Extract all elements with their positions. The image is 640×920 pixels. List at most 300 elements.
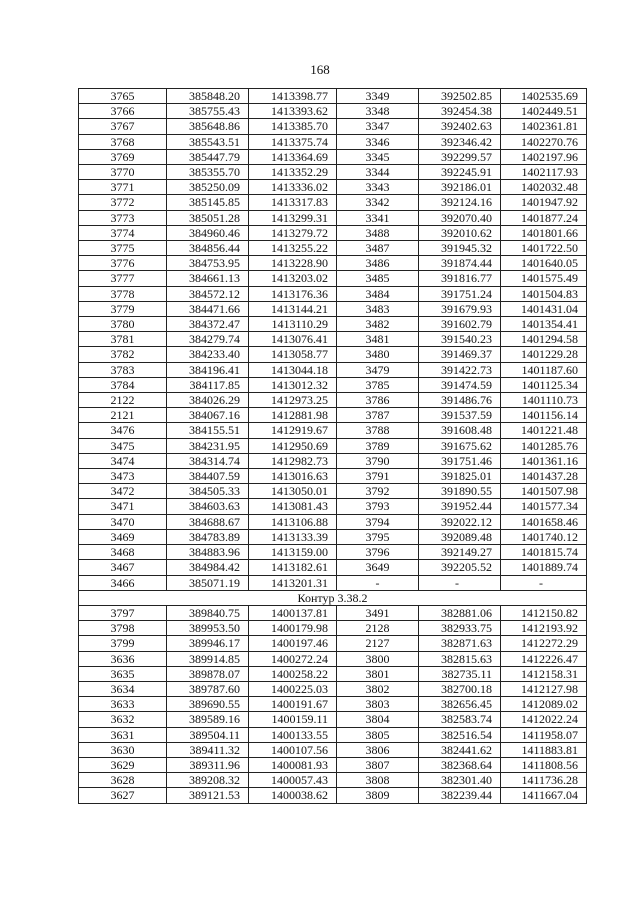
- point-number-left: 3775: [79, 241, 167, 256]
- x-coord-right: 392205.52: [419, 560, 501, 575]
- x-coord-left: 385648.86: [167, 119, 249, 134]
- y-coord-right: 1401110.73: [501, 393, 587, 408]
- x-coord-right: 382239.44: [419, 788, 501, 803]
- point-number-right: 3484: [337, 286, 419, 301]
- point-number-left: 3774: [79, 225, 167, 240]
- y-coord-left: 1400197.46: [249, 636, 337, 651]
- point-number-left: 3765: [79, 89, 167, 104]
- y-coord-left: 1400133.55: [249, 727, 337, 742]
- x-coord-left: 384661.13: [167, 271, 249, 286]
- point-number-right: 3801: [337, 666, 419, 681]
- point-number-left: 3797: [79, 605, 167, 620]
- point-number-right: 3791: [337, 469, 419, 484]
- table-row: [79, 165, 587, 180]
- table-row: [79, 119, 587, 134]
- x-coord-right: 392245.91: [419, 165, 501, 180]
- point-number-left: 3766: [79, 104, 167, 119]
- y-coord-right: 1412150.82: [501, 605, 587, 620]
- x-coord-left: 384026.29: [167, 393, 249, 408]
- table-row: [79, 89, 587, 104]
- y-coord-right: 1412127.98: [501, 681, 587, 696]
- y-coord-left: 1413336.02: [249, 180, 337, 195]
- point-number-right: 3808: [337, 773, 419, 788]
- x-coord-left: 385145.85: [167, 195, 249, 210]
- y-coord-right: 1401658.46: [501, 514, 587, 529]
- point-number-right: 3806: [337, 742, 419, 757]
- point-number-left: 3799: [79, 636, 167, 651]
- point-number-left: 3781: [79, 332, 167, 347]
- point-number-right: 3482: [337, 317, 419, 332]
- y-coord-right: 1401801.66: [501, 225, 587, 240]
- x-coord-left: 385755.43: [167, 104, 249, 119]
- y-coord-left: 1413385.70: [249, 119, 337, 134]
- x-coord-right: 392070.40: [419, 210, 501, 225]
- point-number-right: 3804: [337, 712, 419, 727]
- point-number-left: 3470: [79, 514, 167, 529]
- x-coord-left: 384372.47: [167, 317, 249, 332]
- point-number-left: 3767: [79, 119, 167, 134]
- point-number-right: 3796: [337, 545, 419, 560]
- point-number-left: 3798: [79, 621, 167, 636]
- table-row: [79, 195, 587, 210]
- x-coord-right: 382583.74: [419, 712, 501, 727]
- x-coord-left: 385848.20: [167, 89, 249, 104]
- table-row: [79, 499, 587, 514]
- x-coord-left: 384117.85: [167, 377, 249, 392]
- x-coord-left: 384314.74: [167, 453, 249, 468]
- x-coord-left: 385543.51: [167, 134, 249, 149]
- x-coord-right: 382301.40: [419, 773, 501, 788]
- x-coord-right: 392346.42: [419, 134, 501, 149]
- table-row: [79, 605, 587, 620]
- point-number-right: 3788: [337, 423, 419, 438]
- x-coord-right: 392010.62: [419, 225, 501, 240]
- x-coord-left: 384471.66: [167, 301, 249, 316]
- section-title: Контур 3.38.2: [79, 590, 587, 605]
- table-row: [79, 241, 587, 256]
- y-coord-right: 1401575.49: [501, 271, 587, 286]
- point-number-right: 3792: [337, 484, 419, 499]
- x-coord-right: 392022.12: [419, 514, 501, 529]
- point-number-right: 3480: [337, 347, 419, 362]
- y-coord-left: 1412950.69: [249, 438, 337, 453]
- x-coord-right: 382881.06: [419, 605, 501, 620]
- x-coord-right: 391675.62: [419, 438, 501, 453]
- table-row: [79, 666, 587, 681]
- x-coord-left: 384196.41: [167, 362, 249, 377]
- point-number-right: 3649: [337, 560, 419, 575]
- point-number-left: 2122: [79, 393, 167, 408]
- point-number-right: 3341: [337, 210, 419, 225]
- point-number-left: 3467: [79, 560, 167, 575]
- point-number-left: 3476: [79, 423, 167, 438]
- table-row: [79, 681, 587, 696]
- point-number-left: 3468: [79, 545, 167, 560]
- x-coord-right: 391608.48: [419, 423, 501, 438]
- point-number-left: 3771: [79, 180, 167, 195]
- y-coord-left: 1413317.83: [249, 195, 337, 210]
- x-coord-left: 389878.07: [167, 666, 249, 681]
- y-coord-right: 1412272.29: [501, 636, 587, 651]
- point-number-right: 3802: [337, 681, 419, 696]
- y-coord-left: 1400225.03: [249, 681, 337, 696]
- y-coord-left: 1413393.62: [249, 104, 337, 119]
- y-coord-right: 1401125.34: [501, 377, 587, 392]
- point-number-right: 3785: [337, 377, 419, 392]
- table-row: [79, 545, 587, 560]
- x-coord-left: 389953.50: [167, 621, 249, 636]
- y-coord-right: 1411736.28: [501, 773, 587, 788]
- y-coord-left: 1413228.90: [249, 256, 337, 271]
- y-coord-left: 1413076.41: [249, 332, 337, 347]
- point-number-left: 3632: [79, 712, 167, 727]
- x-coord-left: 384753.95: [167, 256, 249, 271]
- x-coord-right: 392089.48: [419, 529, 501, 544]
- y-coord-left: 1400258.22: [249, 666, 337, 681]
- table-row: [79, 377, 587, 392]
- point-number-right: 3793: [337, 499, 419, 514]
- y-coord-left: 1400179.98: [249, 621, 337, 636]
- point-number-left: 3466: [79, 575, 167, 590]
- x-coord-right: 391469.37: [419, 347, 501, 362]
- point-number-left: 3636: [79, 651, 167, 666]
- y-coord-right: 1401640.05: [501, 256, 587, 271]
- table-row: [79, 514, 587, 529]
- y-coord-right: 1401431.04: [501, 301, 587, 316]
- y-coord-right: 1402449.51: [501, 104, 587, 119]
- point-number-right: 3349: [337, 89, 419, 104]
- point-number-left: 3630: [79, 742, 167, 757]
- point-number-right: 3800: [337, 651, 419, 666]
- y-coord-left: 1412973.25: [249, 393, 337, 408]
- x-coord-right: 392149.27: [419, 545, 501, 560]
- x-coord-right: 391751.24: [419, 286, 501, 301]
- point-number-right: 3342: [337, 195, 419, 210]
- y-coord-left: 1400191.67: [249, 697, 337, 712]
- section-header: [79, 590, 587, 605]
- table-row: [79, 317, 587, 332]
- x-coord-left: 389121.53: [167, 788, 249, 803]
- y-coord-left: 1400038.62: [249, 788, 337, 803]
- x-coord-right: 392186.01: [419, 180, 501, 195]
- point-number-right: 3344: [337, 165, 419, 180]
- table-row: [79, 347, 587, 362]
- x-coord-right: 391537.59: [419, 408, 501, 423]
- x-coord-right: 392124.16: [419, 195, 501, 210]
- x-coord-left: 389946.17: [167, 636, 249, 651]
- x-coord-left: 389504.11: [167, 727, 249, 742]
- table-row: [79, 757, 587, 772]
- x-coord-right: 391952.44: [419, 499, 501, 514]
- y-coord-right: 1401504.83: [501, 286, 587, 301]
- x-coord-right: 392454.38: [419, 104, 501, 119]
- x-coord-right: 391679.93: [419, 301, 501, 316]
- point-number-right: 3789: [337, 438, 419, 453]
- y-coord-right: 1402117.93: [501, 165, 587, 180]
- y-coord-left: 1413255.22: [249, 241, 337, 256]
- x-coord-left: 385355.70: [167, 165, 249, 180]
- y-coord-left: 1413203.02: [249, 271, 337, 286]
- y-coord-right: 1401221.48: [501, 423, 587, 438]
- y-coord-right: 1401294.58: [501, 332, 587, 347]
- point-number-right: 2128: [337, 621, 419, 636]
- x-coord-right: 382933.75: [419, 621, 501, 636]
- y-coord-left: 1413176.36: [249, 286, 337, 301]
- table-row: [79, 271, 587, 286]
- x-coord-left: 384883.96: [167, 545, 249, 560]
- table-row: [79, 438, 587, 453]
- y-coord-right: 1401507.98: [501, 484, 587, 499]
- contour-block-2: [79, 605, 587, 803]
- point-number-left: 3629: [79, 757, 167, 772]
- point-number-left: 3772: [79, 195, 167, 210]
- y-coord-left: 1413144.21: [249, 301, 337, 316]
- y-coord-right: 1401889.74: [501, 560, 587, 575]
- point-number-left: 3779: [79, 301, 167, 316]
- x-coord-right: 382516.54: [419, 727, 501, 742]
- point-number-right: 3481: [337, 332, 419, 347]
- y-coord-left: 1400081.93: [249, 757, 337, 772]
- point-number-left: 3778: [79, 286, 167, 301]
- point-number-right: 3803: [337, 697, 419, 712]
- y-coord-left: 1413050.01: [249, 484, 337, 499]
- table-row: [79, 180, 587, 195]
- point-number-right: 3483: [337, 301, 419, 316]
- x-coord-left: 389690.55: [167, 697, 249, 712]
- section-row: [79, 590, 587, 605]
- x-coord-left: 389411.32: [167, 742, 249, 757]
- point-number-left: 3474: [79, 453, 167, 468]
- point-number-right: 3347: [337, 119, 419, 134]
- y-coord-left: 1413159.00: [249, 545, 337, 560]
- y-coord-right: 1412193.92: [501, 621, 587, 636]
- y-coord-right: 1402361.81: [501, 119, 587, 134]
- x-coord-left: 384505.33: [167, 484, 249, 499]
- y-coord-right: 1401577.34: [501, 499, 587, 514]
- point-number-right: 3805: [337, 727, 419, 742]
- x-coord-left: 389589.16: [167, 712, 249, 727]
- x-coord-right: 382656.45: [419, 697, 501, 712]
- table-row: [79, 788, 587, 803]
- y-coord-left: 1413012.32: [249, 377, 337, 392]
- table-row: [79, 256, 587, 271]
- y-coord-left: 1413016.63: [249, 469, 337, 484]
- y-coord-right: 1402535.69: [501, 89, 587, 104]
- x-coord-right: 391874.44: [419, 256, 501, 271]
- y-coord-right: 1411808.56: [501, 757, 587, 772]
- x-coord-right: 391422.73: [419, 362, 501, 377]
- y-coord-right: 1401187.60: [501, 362, 587, 377]
- point-number-right: 3491: [337, 605, 419, 620]
- point-number-left: 3784: [79, 377, 167, 392]
- point-number-left: 3777: [79, 271, 167, 286]
- table-row: [79, 773, 587, 788]
- point-number-left: 3627: [79, 788, 167, 803]
- y-coord-right: 1401877.24: [501, 210, 587, 225]
- x-coord-left: 384783.89: [167, 529, 249, 544]
- point-number-left: 3769: [79, 149, 167, 164]
- point-number-right: 3807: [337, 757, 419, 772]
- point-number-right: -: [337, 575, 419, 590]
- y-coord-left: 1413398.77: [249, 89, 337, 104]
- y-coord-left: 1400159.11: [249, 712, 337, 727]
- x-coord-left: 385250.09: [167, 180, 249, 195]
- point-number-right: 3488: [337, 225, 419, 240]
- x-coord-right: 392299.57: [419, 149, 501, 164]
- y-coord-left: 1412919.67: [249, 423, 337, 438]
- point-number-right: 2127: [337, 636, 419, 651]
- point-number-left: 3473: [79, 469, 167, 484]
- y-coord-right: 1401947.92: [501, 195, 587, 210]
- point-number-right: 3343: [337, 180, 419, 195]
- x-coord-right: 382441.62: [419, 742, 501, 757]
- point-number-left: 3782: [79, 347, 167, 362]
- y-coord-right: 1412022.24: [501, 712, 587, 727]
- x-coord-left: 385051.28: [167, 210, 249, 225]
- y-coord-right: 1401722.50: [501, 241, 587, 256]
- table-row: [79, 408, 587, 423]
- point-number-right: 3348: [337, 104, 419, 119]
- x-coord-right: 391540.23: [419, 332, 501, 347]
- table-row: [79, 393, 587, 408]
- point-number-right: 3794: [337, 514, 419, 529]
- y-coord-left: 1413364.69: [249, 149, 337, 164]
- x-coord-right: 391825.01: [419, 469, 501, 484]
- point-number-left: 3469: [79, 529, 167, 544]
- x-coord-right: 392502.85: [419, 89, 501, 104]
- point-number-left: 3633: [79, 697, 167, 712]
- point-number-left: 3472: [79, 484, 167, 499]
- y-coord-right: 1411958.07: [501, 727, 587, 742]
- table-row: [79, 727, 587, 742]
- x-coord-right: 382735.11: [419, 666, 501, 681]
- coordinates-table: [78, 88, 587, 804]
- point-number-right: 3809: [337, 788, 419, 803]
- x-coord-right: 392402.63: [419, 119, 501, 134]
- x-coord-left: 384233.40: [167, 347, 249, 362]
- x-coord-left: 384984.42: [167, 560, 249, 575]
- y-coord-right: 1402032.48: [501, 180, 587, 195]
- table-row: [79, 560, 587, 575]
- point-number-left: 3770: [79, 165, 167, 180]
- point-number-left: 2121: [79, 408, 167, 423]
- table-row: [79, 453, 587, 468]
- x-coord-right: 382368.64: [419, 757, 501, 772]
- x-coord-left: 384155.51: [167, 423, 249, 438]
- x-coord-right: 382871.63: [419, 636, 501, 651]
- point-number-left: 3635: [79, 666, 167, 681]
- point-number-left: 3780: [79, 317, 167, 332]
- point-number-left: 3776: [79, 256, 167, 271]
- point-number-right: 3485: [337, 271, 419, 286]
- x-coord-right: 391602.79: [419, 317, 501, 332]
- point-number-left: 3634: [79, 681, 167, 696]
- table-row: [79, 362, 587, 377]
- point-number-right: 3345: [337, 149, 419, 164]
- x-coord-left: 384603.63: [167, 499, 249, 514]
- table-row: [79, 332, 587, 347]
- x-coord-left: 384407.59: [167, 469, 249, 484]
- x-coord-left: 384688.67: [167, 514, 249, 529]
- table-row: [79, 742, 587, 757]
- point-number-left: 3631: [79, 727, 167, 742]
- y-coord-left: 1413375.74: [249, 134, 337, 149]
- y-coord-left: 1413279.72: [249, 225, 337, 240]
- y-coord-right: 1401361.16: [501, 453, 587, 468]
- point-number-right: 3795: [337, 529, 419, 544]
- y-coord-left: 1413133.39: [249, 529, 337, 544]
- x-coord-right: 391945.32: [419, 241, 501, 256]
- y-coord-right: 1401354.41: [501, 317, 587, 332]
- table-row: [79, 423, 587, 438]
- point-number-left: 3475: [79, 438, 167, 453]
- y-coord-right: 1401740.12: [501, 529, 587, 544]
- x-coord-left: 384231.95: [167, 438, 249, 453]
- y-coord-right: 1402197.96: [501, 149, 587, 164]
- x-coord-left: 384067.16: [167, 408, 249, 423]
- y-coord-right: 1401156.14: [501, 408, 587, 423]
- y-coord-left: 1413352.29: [249, 165, 337, 180]
- point-number-right: 3786: [337, 393, 419, 408]
- y-coord-left: 1412881.98: [249, 408, 337, 423]
- table-row: [79, 529, 587, 544]
- table-row: [79, 651, 587, 666]
- table-row: [79, 469, 587, 484]
- x-coord-left: 385447.79: [167, 149, 249, 164]
- point-number-right: 3787: [337, 408, 419, 423]
- x-coord-left: 389840.75: [167, 605, 249, 620]
- x-coord-right: 391816.77: [419, 271, 501, 286]
- y-coord-left: 1400272.24: [249, 651, 337, 666]
- y-coord-right: 1401437.28: [501, 469, 587, 484]
- point-number-left: 3783: [79, 362, 167, 377]
- table-row: [79, 149, 587, 164]
- table-row: [79, 712, 587, 727]
- y-coord-right: 1412089.02: [501, 697, 587, 712]
- table-row: [79, 134, 587, 149]
- x-coord-right: 391486.76: [419, 393, 501, 408]
- point-number-right: 3790: [337, 453, 419, 468]
- y-coord-left: 1400107.56: [249, 742, 337, 757]
- y-coord-left: 1412982.73: [249, 453, 337, 468]
- point-number-left: 3773: [79, 210, 167, 225]
- point-number-left: 3628: [79, 773, 167, 788]
- table-row: [79, 286, 587, 301]
- y-coord-left: 1413110.29: [249, 317, 337, 332]
- y-coord-right: 1412226.47: [501, 651, 587, 666]
- x-coord-right: 391474.59: [419, 377, 501, 392]
- x-coord-left: 389914.85: [167, 651, 249, 666]
- x-coord-left: 384279.74: [167, 332, 249, 347]
- contour-block-1: [79, 89, 587, 591]
- point-number-right: 3486: [337, 256, 419, 271]
- x-coord-left: 384572.12: [167, 286, 249, 301]
- y-coord-right: 1411667.04: [501, 788, 587, 803]
- table-row: [79, 575, 587, 590]
- point-number-right: 3487: [337, 241, 419, 256]
- y-coord-left: 1413044.18: [249, 362, 337, 377]
- table-row: [79, 104, 587, 119]
- y-coord-left: 1400137.81: [249, 605, 337, 620]
- x-coord-right: 382700.18: [419, 681, 501, 696]
- table-row: [79, 210, 587, 225]
- point-number-left: 3768: [79, 134, 167, 149]
- x-coord-left: 389311.96: [167, 757, 249, 772]
- table-row: [79, 621, 587, 636]
- y-coord-right: -: [501, 575, 587, 590]
- table-row: [79, 225, 587, 240]
- y-coord-right: 1412158.31: [501, 666, 587, 681]
